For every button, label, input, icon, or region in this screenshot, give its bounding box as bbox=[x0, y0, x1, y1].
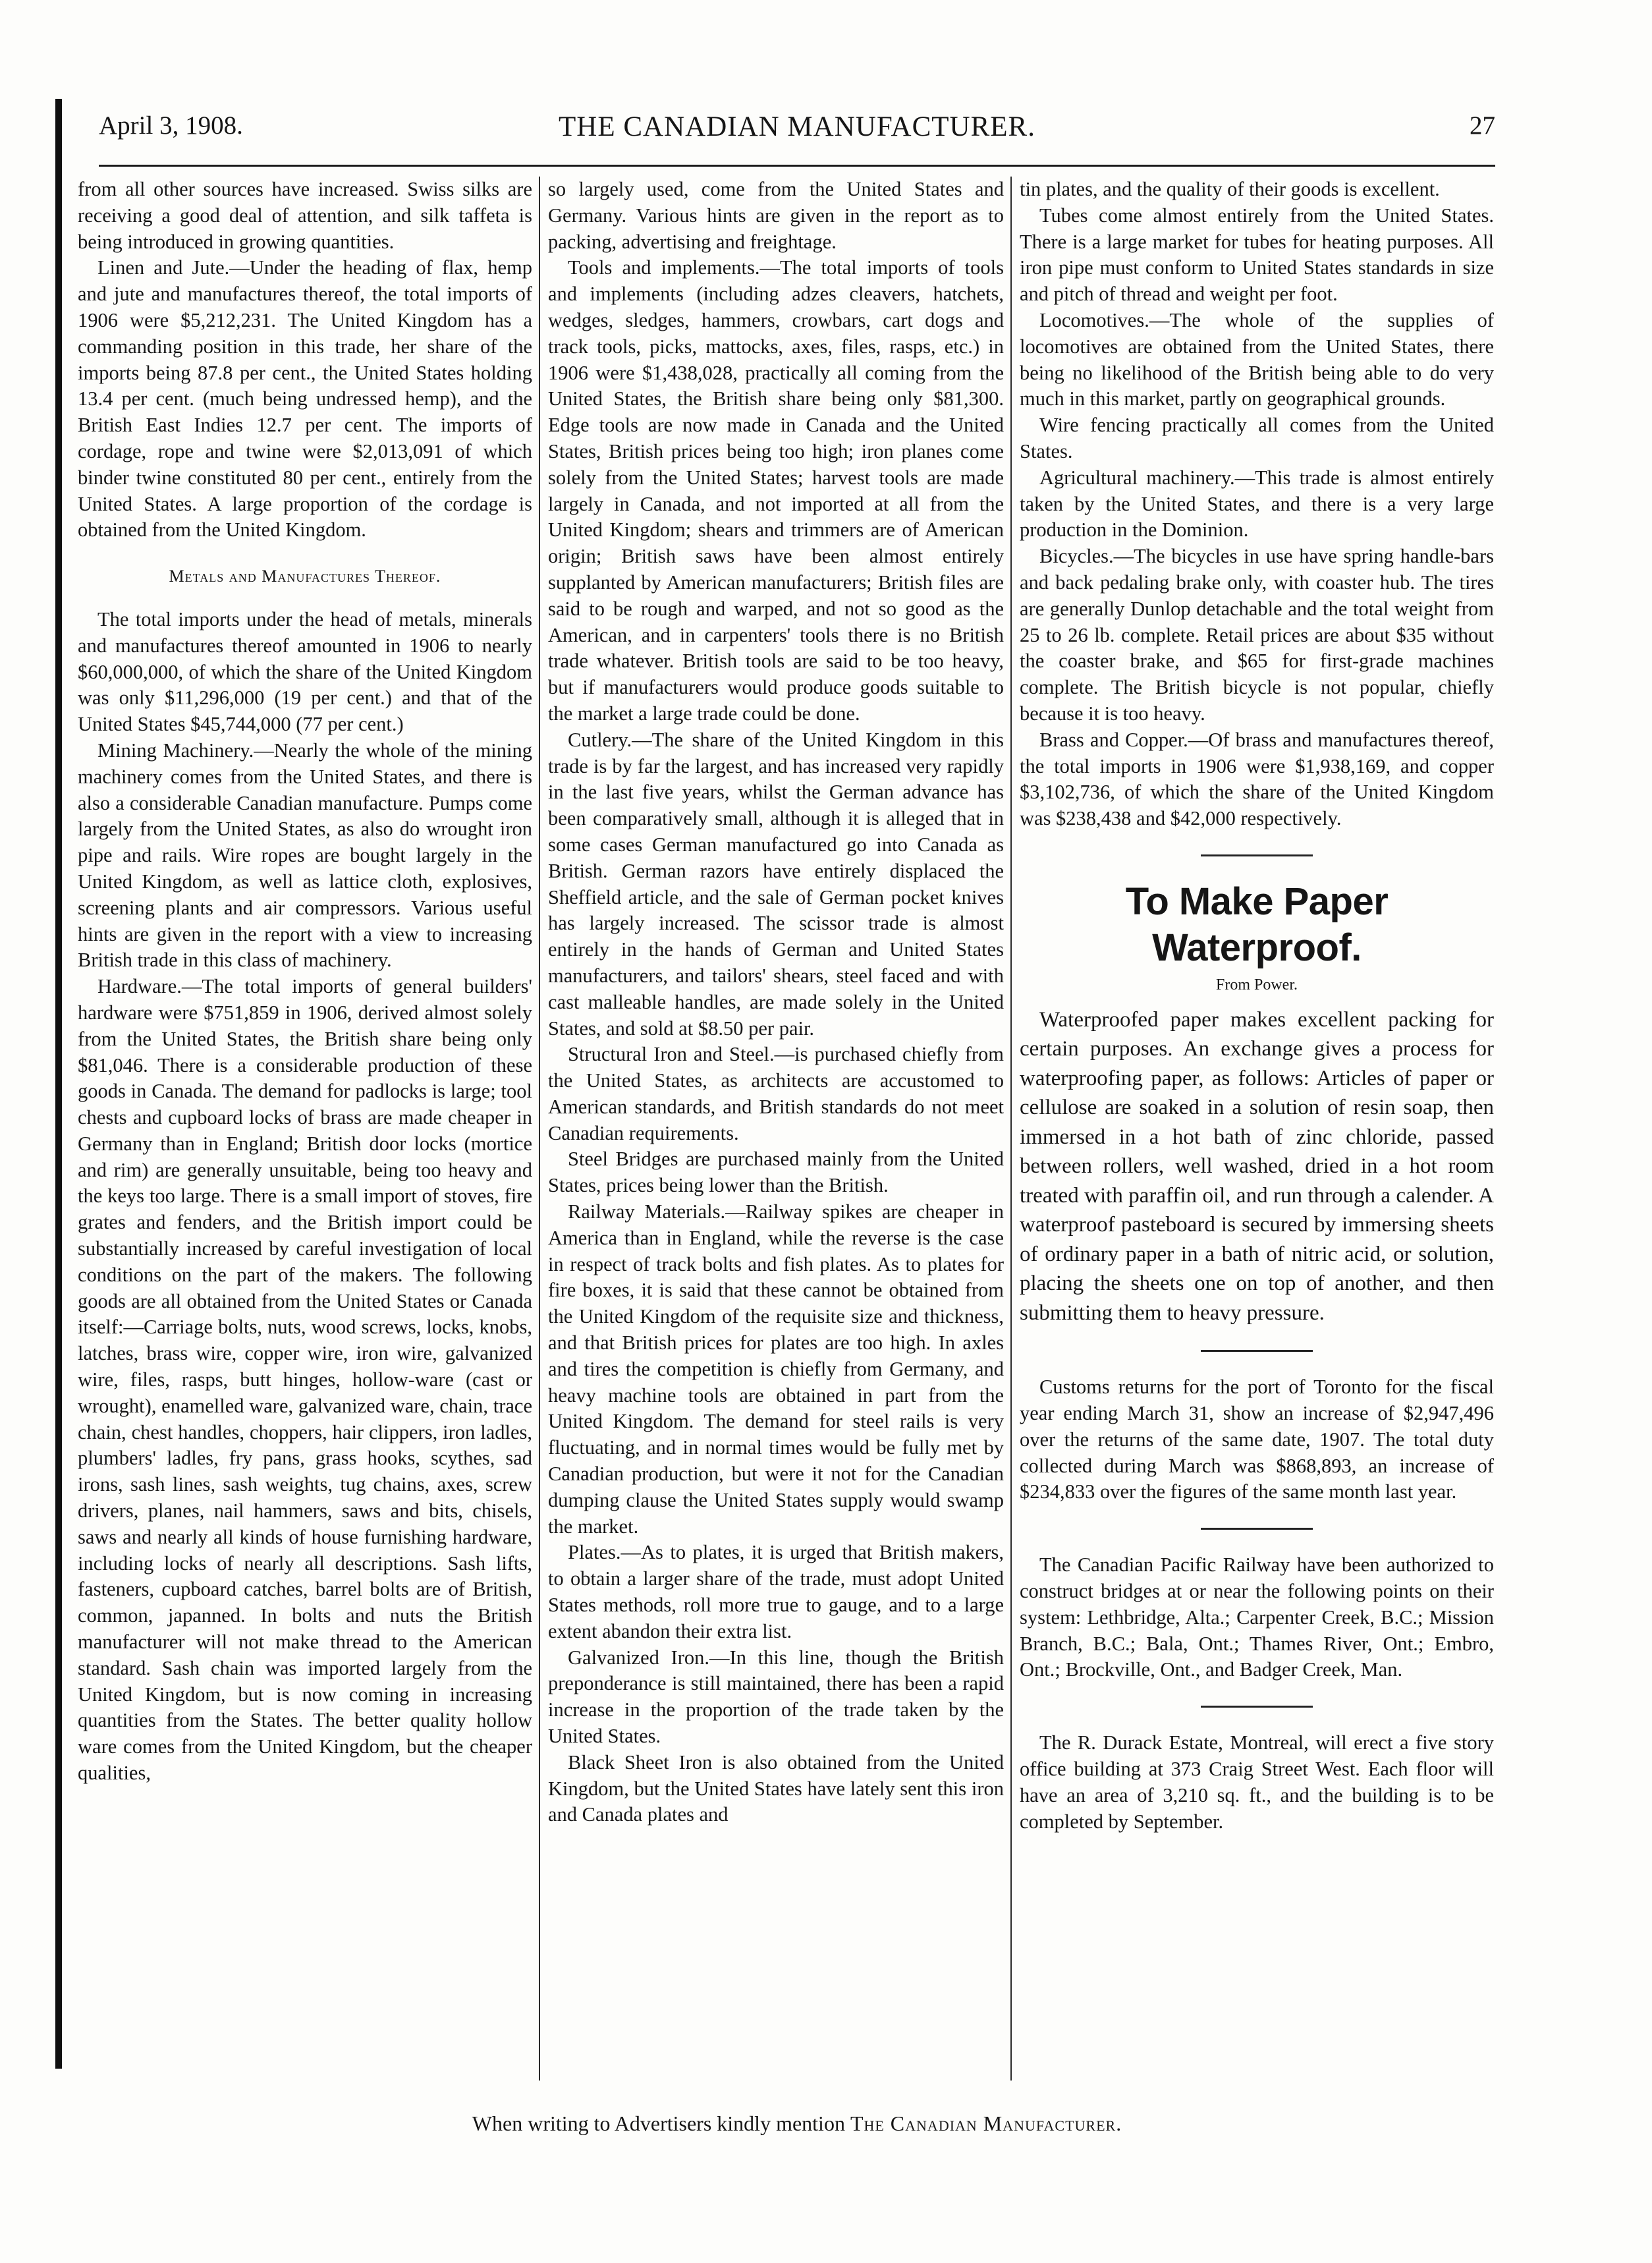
paragraph-tools: Tools and implements.—The total imports of tools and implements (including adzes cleavers, hatchets, wedges, sledges, hammers, crowbars, cart dogs and track tools, picks, mattocks, axes, files, rasps, etc.) in 1906 were $1,438,028, practically all coming from the United States, the British share being only $81,300. Edge tools are now made in Canada and the United States, British prices being too high; iron planes come solely from the United States; harvest tools are made largely in Canada, and not imported at all from the United Kingdom; shears and trimmers are of American origin; British saws have been almost entirely supplanted by American manufacturers; British files are said to be rough and warped, and not so good as the American, and in carpenters' tools there is no British trade whatever. British tools are said to be too heavy, but if manufacturers would produce goods suitable to the market a large trade could be done. bbox=[548, 256, 1004, 725]
paragraph: from all other sources have increased. Swiss silks are receiving a good deal of attention, and silk taffeta is being introduced in growing quantities. bbox=[78, 178, 532, 253]
paragraph-linen-jute: Linen and Jute.—Under the heading of flax, hemp and jute and manufactures thereof, the total imports of 1906 were $5,212,231. The United Kingdom has a commanding position in this trade, her share of the imports being 87.8 per cent., the United States holding 13.4 per cent. (much being undressed hemp), and the British East Indies 12.7 per cent. The imports of cordage, rope and twine were $2,013,091 of which binder twine constituted 80 per cent., entirely from the United States. A large proportion of the cordage is obtained from the United Kingdom. bbox=[78, 256, 532, 542]
paragraph-customs: Customs returns for the port of Toronto for the fiscal year ending March 31, show an increase of $2,947,496 over the returns of the same date, 1907. The total duty collected during March was $868,893, an increase of $234,833 over the figures of the same month last year. bbox=[1020, 1376, 1494, 1503]
binding-edge bbox=[55, 99, 62, 2069]
section-heading: Metals and Manufactures Thereof. bbox=[169, 567, 441, 586]
section-rule bbox=[1201, 1528, 1313, 1530]
section-rule bbox=[1201, 1706, 1313, 1708]
paragraph-hardware: Hardware.—The total imports of general builders' hardware were $751,859 in 1906, derived almost solely from the United States, the British share being only $81,046. There is a considerable production of these goods in Canada. The demand for padlocks is large; tool chests and cupboard locks of brass are made cheaper in Germany than in England; British door locks (mortice and rim) are generally unsuitable, being too heavy and the keys too large. There is a small import of stoves, fire grates and fenders, and the British import could be substantially increased by careful investigation of local conditions on the part of the makers. The following goods are all obtained from the United States or Canada itself:—Carriage bolts, nuts, wood screws, locks, knobs, latches, brass wire, copper wire, iron wire, galvanized wire, files, rasps, butt hinges, hollow-ware (cast or wrought), enamelled ware, galvanized ware, chain, trace chain, chest handles, choppers, hair clippers, iron ladles, plumbers' ladles, fry pans, grass hooks, scythes, sad irons, sash lines, sash weights, tug chains, axes, screw drivers, planes, nail hammers, saws and bits, chisels, saws and nearly all kinds of house furnishing hardware, including locks of nearly all descriptions. Sash lifts, fasteners, cupboard catches, barrel bolts are of British, common, japanned. In bolts and nuts the British manufacturer will not make thread to the American standard. Sash chain was imported largely from the United Kingdom, but is now coming in increasing quantities from the States. The better quality hollow ware comes from the United Kingdom, but the cheaper qualities, bbox=[78, 975, 532, 1785]
paragraph-plates: Plates.—As to plates, it is urged that British makers, to obtain a larger share of the trade, must adopt United States methods, roll more true to gauge, and to a large extent abandon their extra list. bbox=[548, 1541, 1004, 1642]
paragraph-durack-estate: The R. Durack Estate, Montreal, will erect a five story office building at 373 Craig Street West. Each floor will have an area of 3,210 sq. ft., and the building is to be completed by September. bbox=[1020, 1731, 1494, 1833]
column-3 bbox=[1020, 177, 1494, 2104]
section-rule bbox=[1201, 854, 1313, 856]
column-divider bbox=[539, 177, 540, 2081]
article-credit: From Power. bbox=[1215, 976, 1298, 993]
issue-date: April 3, 1908. bbox=[99, 111, 243, 140]
column-1 bbox=[78, 177, 532, 2104]
paragraph-railway-materials: Railway Materials.—Railway spikes are cheaper in America than in England, while the reverse is the case in respect of track bolts and fish plates. As to plates for fire boxes, it is said that these cannot be obtained from the United Kingdom of the requisite size and thickness, and that British prices for plates are too high. In axles and tires the competition is chiefly from Germany, and heavy machine tools are obtained in part from the United Kingdom. The demand for steel rails is very fluctuating, and in normal times would be fully met by Canadian production, but were it not for the Canadian dumping clause the United States supply would swamp the market. bbox=[548, 1200, 1004, 1538]
paragraph-agricultural: Agricultural machinery.—This trade is almost entirely taken by the United States, and there is a very large production in the Dominion. bbox=[1020, 466, 1494, 542]
paragraph: so largely used, come from the United States and Germany. Various hints are given in the report as to packing, advertising and freightage. bbox=[548, 178, 1004, 253]
article-headline: To Make Paper Waterproof. bbox=[1125, 880, 1389, 969]
footer-text: When writing to Advertisers kindly mention bbox=[472, 2111, 850, 2135]
column-2 bbox=[548, 177, 1004, 2104]
paragraph-locomotives: Locomotives.—The whole of the supplies of locomotives are obtained from the United States, there being no likelihood of the British being able to do very much in this market, partly on geographical grounds. bbox=[1020, 308, 1494, 410]
paragraph-cutlery: Cutlery.—The share of the United Kingdom in this trade is by far the largest, and has increased very rapidly in the last five years, whilst the German advance has been comparatively small, although it is alleged that in some cases German manufactured go into Canada as British. German razors have entirely displaced the Sheffield article, and the sale of German pocket knives has largely increased. The scissor trade is almost entirely in the hands of German and United States manufacturers, and tailors' shears, steel faced and with cast malleable handles, are made solely in the United States, and sold at $8.50 per pair. bbox=[548, 728, 1004, 1040]
footer-magazine-name: The Canadian Manufacturer. bbox=[850, 2111, 1122, 2135]
paragraph: The total imports under the head of metals, minerals and manufactures thereof amounted in 1906 to nearly $60,000,000, of which the share of the United Kingdom was only $11,296,000 (19 per cent.) and that of the United States $45,744,000 (77 per cent.) bbox=[78, 607, 532, 736]
paragraph-mining-machinery: Mining Machinery.—Nearly the whole of the mining machinery comes from the United States, and there is also a considerable Canadian manufacture. Pumps come largely from the United States, as also do wrought iron pipe and rails. Wire ropes are bought largely in the United Kingdom, as well as lattice cloth, explosives, screening plants and air compressors. Various useful hints are given in the report with a view to increasing British trade in this class of machinery. bbox=[78, 739, 532, 972]
page-header bbox=[99, 111, 1495, 157]
paragraph-wire-fencing: Wire fencing practically all comes from the United States. bbox=[1020, 414, 1494, 462]
paragraph-steel-bridges: Steel Bridges are purchased mainly from the United States, prices being lower than the British. bbox=[548, 1148, 1004, 1197]
paragraph-bicycles: Bicycles.—The bicycles in use have spring handle-bars and back pedaling brake only, with coaster hub. The tires are generally Dunlop detachable and the total weight from 25 to 26 lb. complete. Retail prices are about $35 without the coaster brake, and $65 for first-grade machines complete. The British bicycle is not popular, chiefly because it is too heavy. bbox=[1020, 545, 1494, 725]
paragraph-galvanized-iron: Galvanized Iron.—In this line, though the British preponderance is still maintained, there has been a rapid increase in the proportion of the trade taken by the United States. bbox=[548, 1646, 1004, 1748]
paragraph-brass-copper: Brass and Copper.—Of brass and manufactures thereof, the total imports in 1906 were $1,938,169, and copper $3,102,736, of which the share of the United Kingdom was $238,438 and $42,000 respectively. bbox=[1020, 728, 1494, 830]
section-rule bbox=[1201, 1350, 1313, 1352]
column-divider bbox=[1010, 177, 1012, 2081]
paragraph-black-sheet-iron: Black Sheet Iron is also obtained from the United Kingdom, but the United States have lately sent this iron and Canada plates and bbox=[548, 1750, 1004, 1826]
page-number: 27 bbox=[1470, 111, 1495, 140]
paragraph-structural-iron: Structural Iron and Steel.—is purchased chiefly from the United States, as architects are accustomed to American standards, and British standards do not meet Canadian requirements. bbox=[548, 1043, 1004, 1144]
paragraph: tin plates, and the quality of their goods is excellent. bbox=[1020, 178, 1440, 200]
paragraph-waterproof: Waterproofed paper makes excellent packing for certain purposes. An exchange gives a process for waterproofing paper, as follows: Articles of paper or cellulose are soaked in a solution of resin soap, then immersed in a hot bath of zinc chloride, passed between rollers, well washed, dried in a hot room treated with paraffin oil, and run through a calender. A waterproof pasteboard is secured by immersing sheets of ordinary paper in a bath of nitric acid, or solution, placing the sheets one on top of another, and then submitting them to heavy pressure. bbox=[1020, 1007, 1494, 1325]
paragraph-tubes: Tubes come almost entirely from the United States. There is a large market for tubes for heating purposes. All iron pipe must conform to United States standards in size and pitch of thread and weight per foot. bbox=[1020, 204, 1494, 306]
page-footer bbox=[99, 2111, 1495, 2136]
header-rule bbox=[99, 165, 1495, 167]
paragraph-cpr-bridges: The Canadian Pacific Railway have been authorized to construct bridges at or near the following points on their system: Lethbridge, Alta.; Carpenter Creek, B.C.; Mission Branch, B.C.; Bala, Ont.; Thames River, Ont.; Embro, Ont.; Brockville, Ont., and Badger Creek, Man. bbox=[1020, 1553, 1494, 1681]
publication-title: THE CANADIAN MANUFACTURER. bbox=[559, 111, 1035, 142]
